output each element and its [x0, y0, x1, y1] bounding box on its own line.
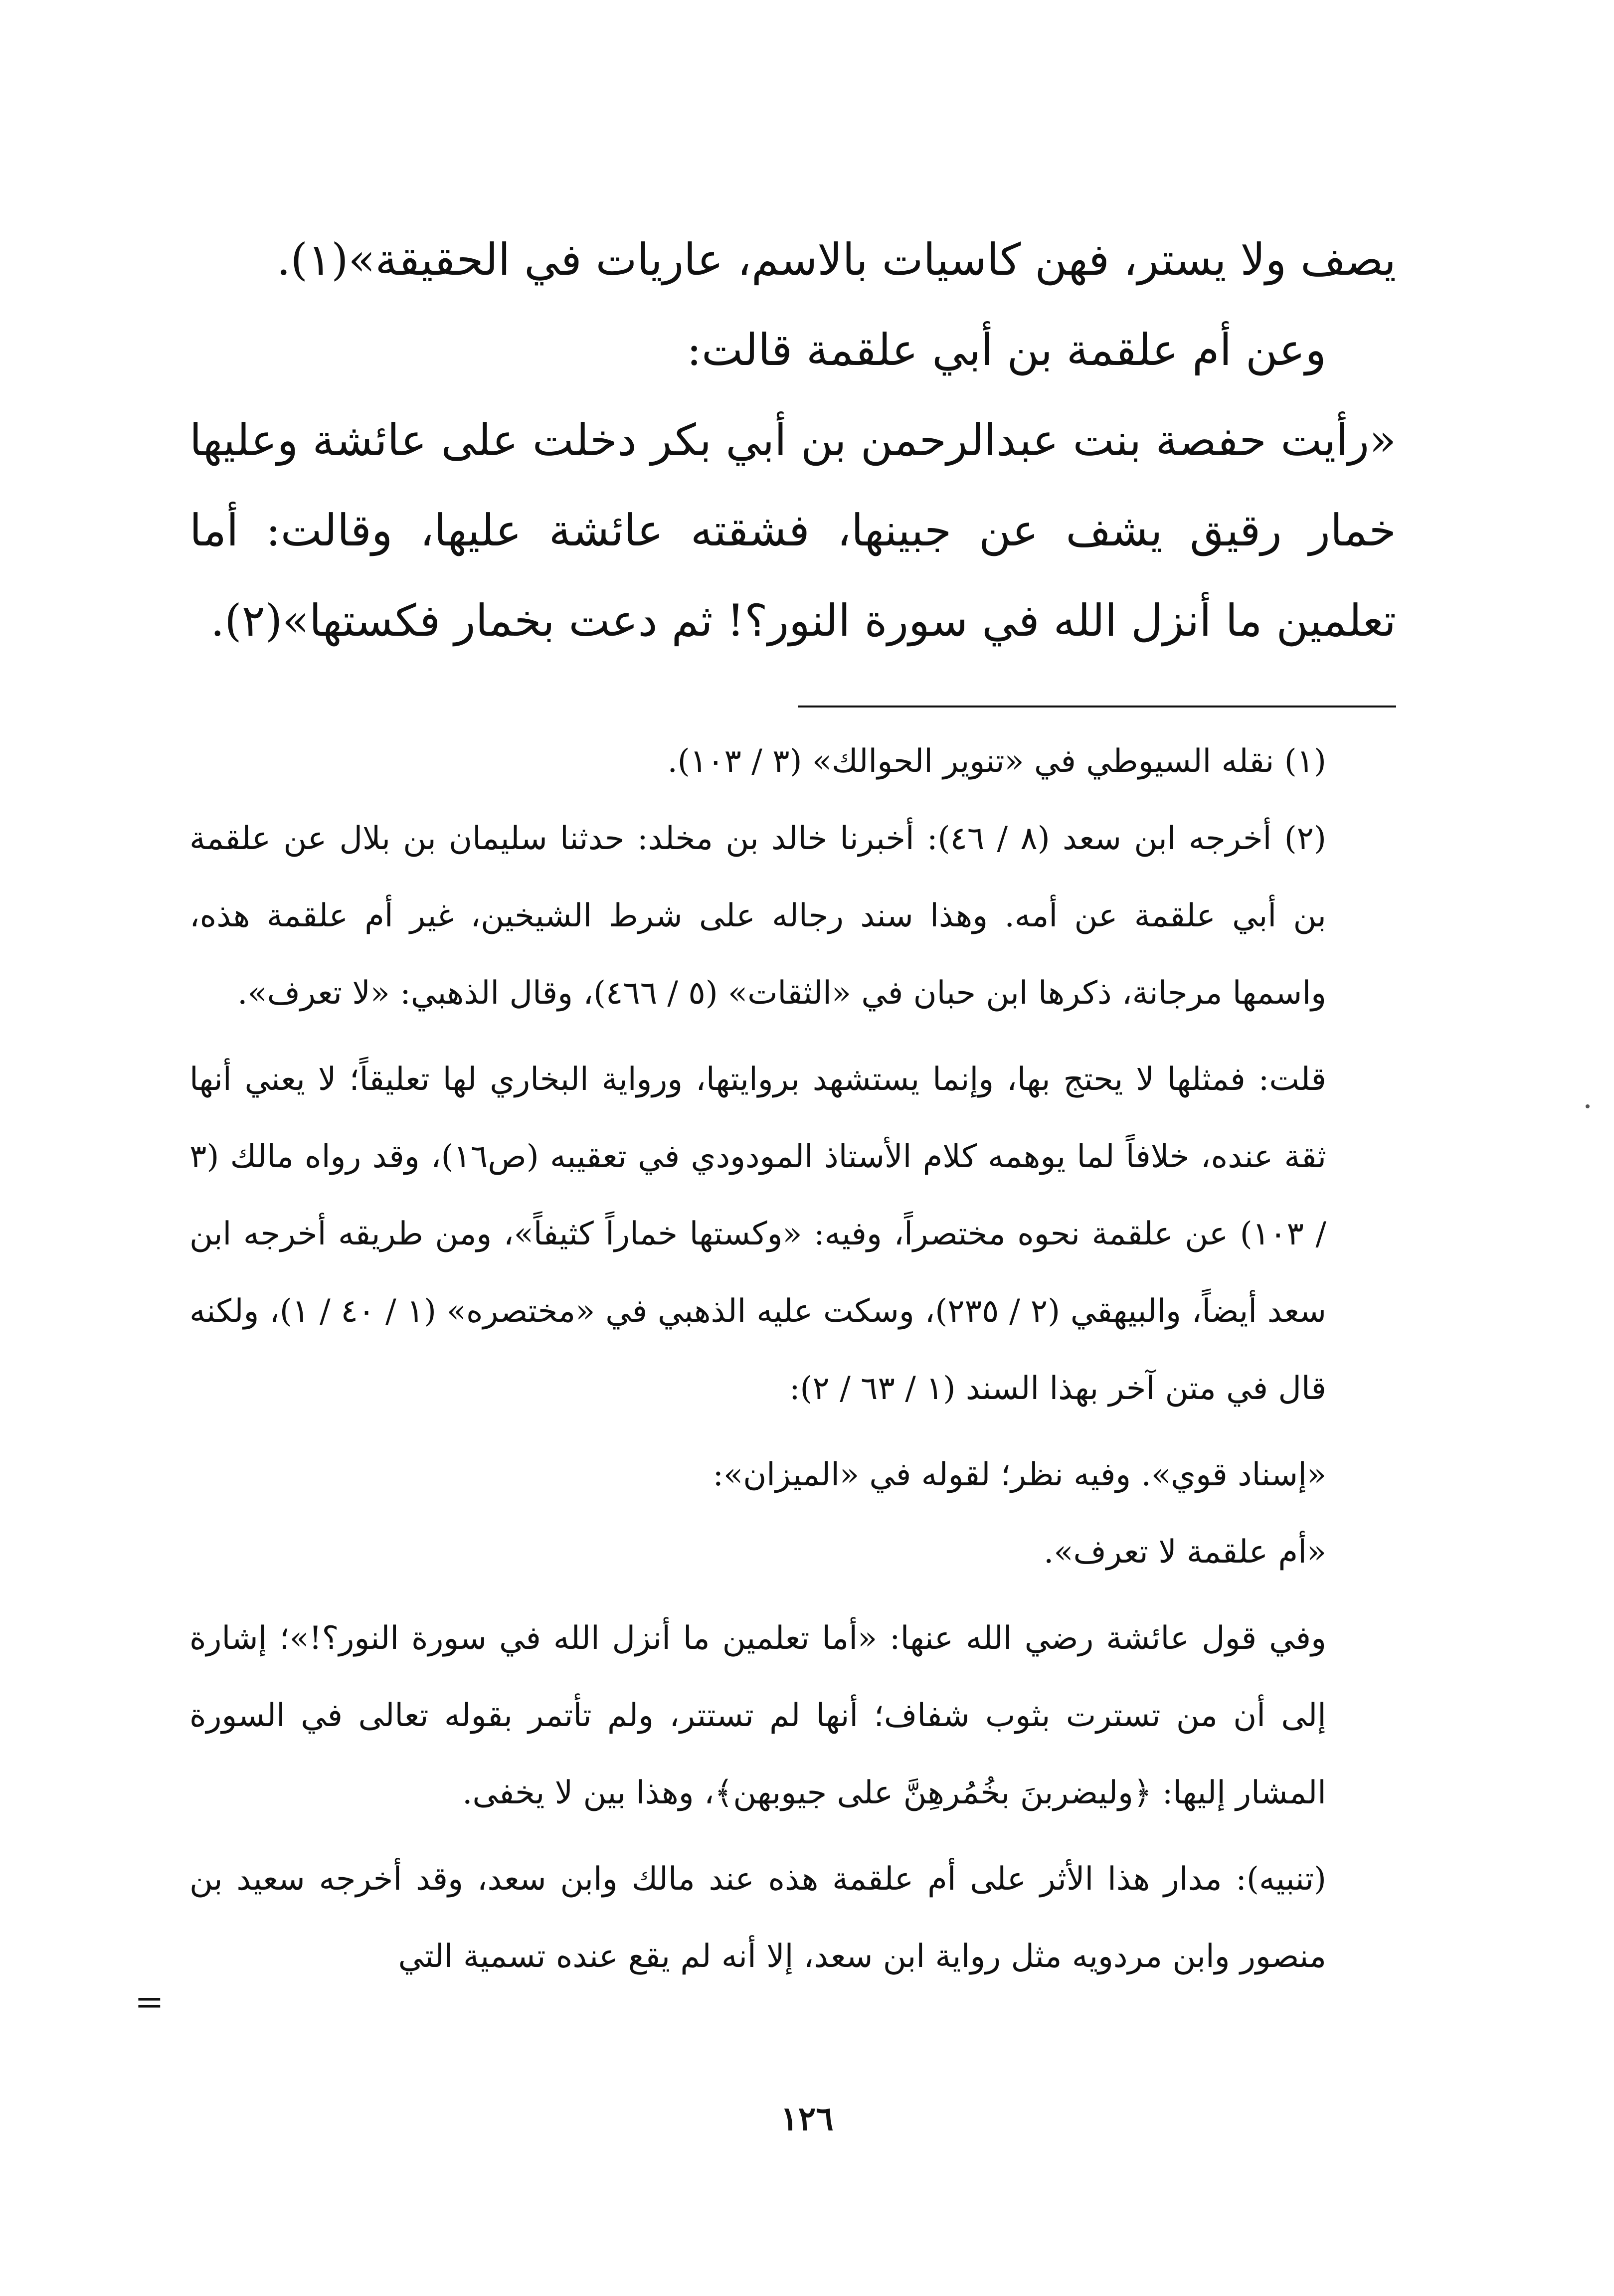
footnote-2: (٢) أخرجه ابن سعد (٨ / ٤٦): أخبرنا خالد بن مخلد: حدثنا سليمان بن بلال عن علقمة بن أبي علقمة عن أمه. وهذا سند رجاله على شرط الشيخين، غير أم علقمة هذه، واسمها مرجانة، ذكرها ابن حبان في «الثقات» (٥ / ٤٦٦)، وقال الذهبي: «لا تعرف». — [189, 820, 1326, 1012]
continuation-mark: = — [135, 1981, 164, 2022]
main-text — [189, 214, 1396, 666]
main-text-line: وعن أم علقمة بن أبي علقمة قالت: — [687, 324, 1326, 375]
footnote-paragraph: «إسناد قوي». وفيه نظر؛ لقوله في «الميزان»: — [713, 1456, 1326, 1493]
footnote-1: (١) نقله السيوطي في «تنوير الحوالك» (٣ / ١٠٣). — [667, 743, 1326, 780]
scan-speck — [1586, 1104, 1590, 1108]
page-number: ١٢٦ — [780, 2099, 834, 2138]
footnotes — [189, 723, 1396, 1995]
main-text-line: يصف ولا يستر، فهن كاسيات بالاسم، عاريات في الحقيقة»(١). — [276, 234, 1396, 285]
footnote-paragraph: (تنبيه): مدار هذا الأثر على أم علقمة هذه عند مالك وابن سعد، وقد أخرجه سعيد بن منصور وابن مردويه مثل رواية ابن سعد، إلا أنه لم يقع عنده تسمية التي — [189, 1861, 1326, 1975]
footnote-paragraph: «أم علقمة لا تعرف». — [1044, 1534, 1326, 1571]
footnote-paragraph: قلت: فمثلها لا يحتج بها، وإنما يستشهد بروايتها، ورواية البخاري لها تعليقاً؛ لا يعني أنها ثقة عنده، خلافاً لما يوهمه كلام الأستاذ المودودي في تعقيبه (ص١٦)، وقد رواه مالك (٣ / ١٠٣) عن علقمة نحوه مختصراً، وفيه: «وكستها خماراً كثيفاً»، ومن طريقه أخرجه ابن سعد أيضاً، والبيهقي (٢ / ٢٣٥)، وسكت عليه الذهبي في «مختصره» (١ / ٤٠ / ١)، ولكنه قال في متن آخر بهذا السند (١ / ٦٣ / ٢): — [189, 1061, 1327, 1407]
footnote-separator — [798, 706, 1396, 707]
main-text-line: «رأيت حفصة بنت عبدالرحمن بن أبي بكر دخلت على عائشة وعليها خمار رقيق يشف عن جبينها، فشقته عائشة عليها، وقالت: أما تعلمين ما أنزل الله في سورة النور؟! ثم دعت بخمار فكستها»(٢). — [189, 414, 1396, 646]
footnote-paragraph: وفي قول عائشة رضي الله عنها: «أما تعلمين ما أنزل الله في سورة النور؟!»؛ إشارة إلى أن من تسترت بثوب شفاف؛ أنها لم تستتر، ولم تأتمر بقوله تعالى في السورة المشار إليها: ﴿وليضربنَ بخُمُرهِنَّ على جيوبهن﴾، وهذا بين لا يخفى. — [189, 1620, 1326, 1811]
